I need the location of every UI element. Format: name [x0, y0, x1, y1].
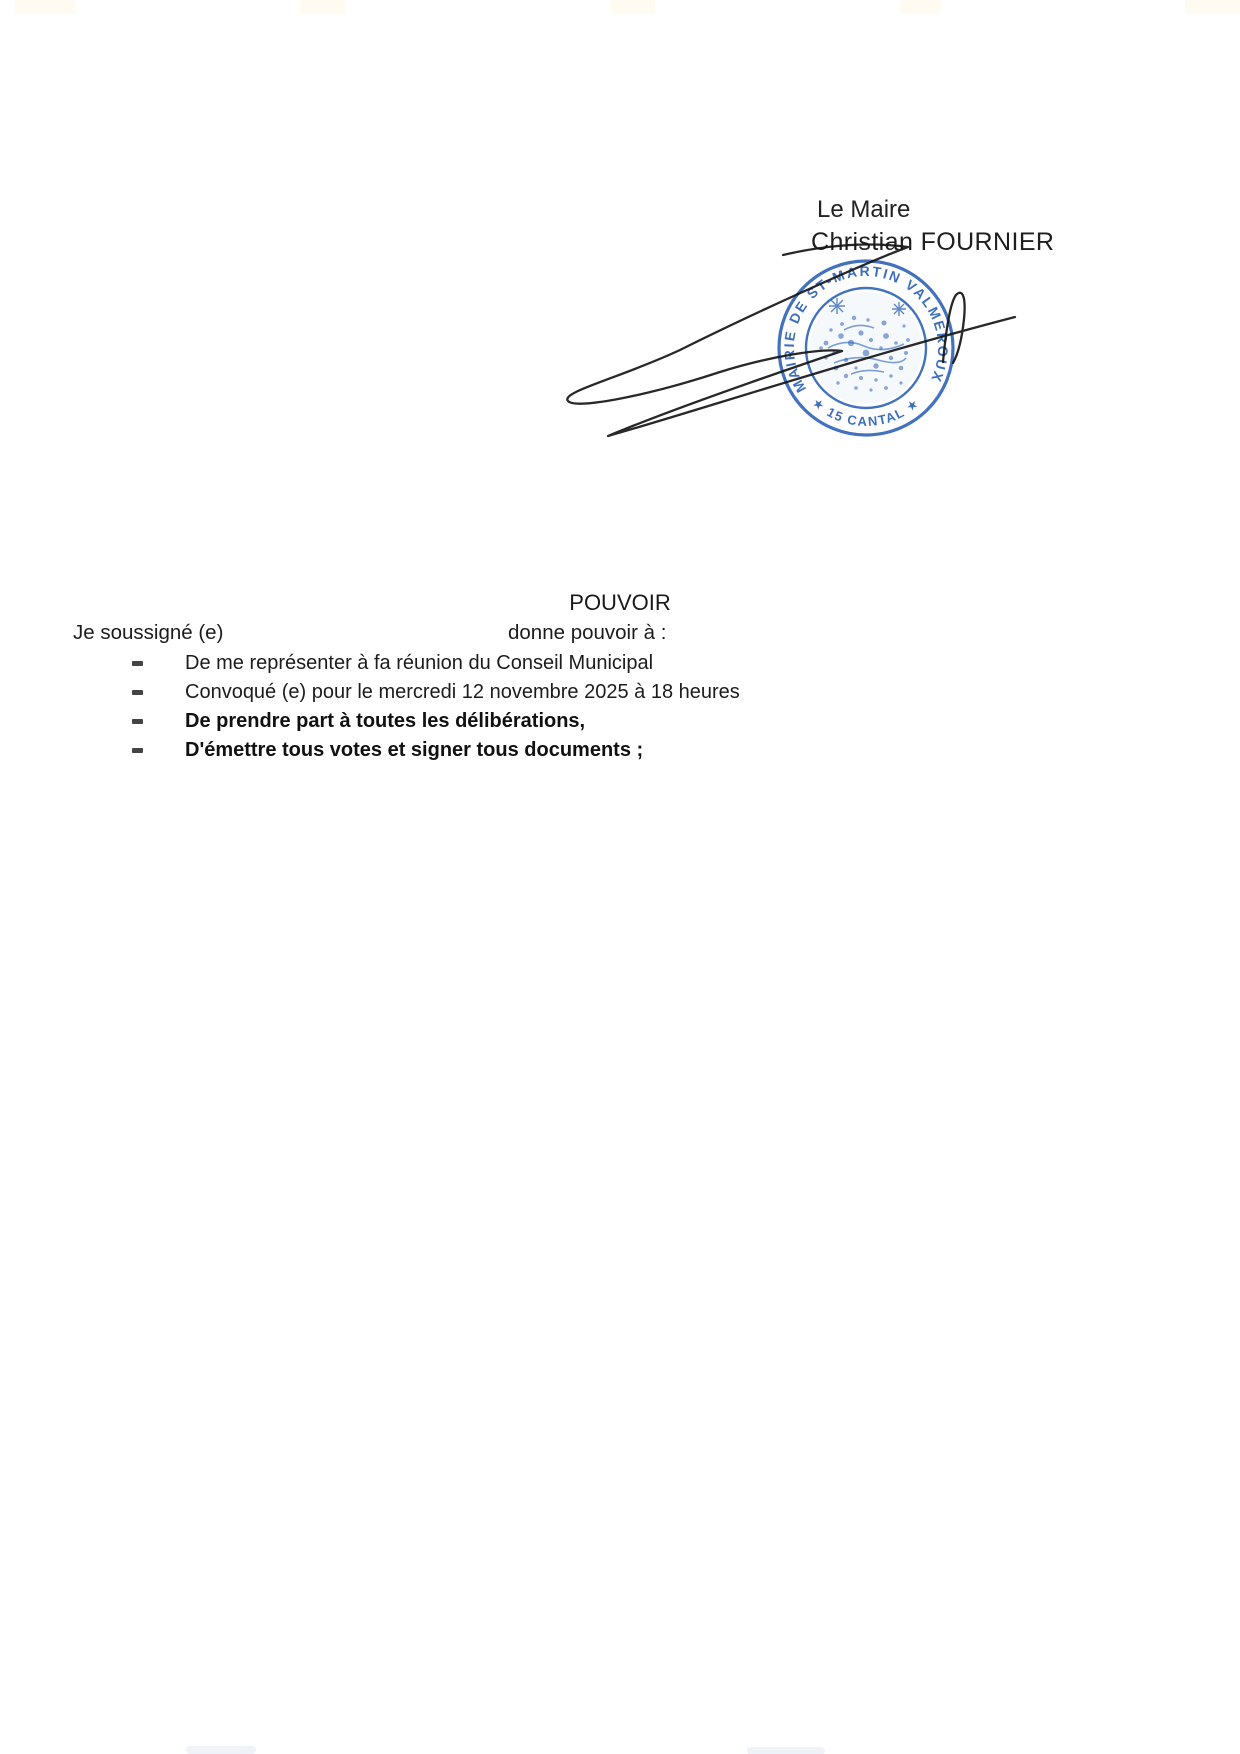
- scan-artifact: [610, 0, 655, 14]
- list-item-text: De prendre part à toutes les délibérations,: [185, 710, 586, 732]
- bullet-dash-icon: [132, 719, 143, 724]
- stamp-arc-bottom-text: ★ 15 CANTAL ★: [809, 394, 923, 430]
- list-item-text: Convoqué (e) pour le mercredi 12 novembre 2025 à 18 heures: [185, 681, 740, 703]
- bullet-dash-icon: [132, 661, 143, 666]
- list-item-text: D'émettre tous votes et signer tous documents ;: [185, 739, 644, 761]
- scan-artifact: [15, 0, 75, 14]
- signer-role-label: Le Maire: [817, 196, 911, 223]
- scan-artifact: [1185, 0, 1240, 14]
- list-item-text: De me représenter à fa réunion du Conseil Municipal: [185, 652, 654, 674]
- stamp-arc-top-text: MAIRIE DE ST-MARTIN VALMEROUX: [780, 262, 952, 396]
- grant-line: donne pouvoir à :: [508, 621, 667, 644]
- signature-strokes-icon: [500, 220, 1040, 460]
- subject-line: Je soussigné (e): [73, 621, 224, 644]
- scan-artifact: [300, 0, 345, 14]
- scan-artifact: [747, 1747, 825, 1754]
- scan-artifact: [900, 0, 942, 14]
- signer-name: Christian FOURNIER: [811, 228, 1055, 256]
- bullet-dash-icon: [132, 690, 143, 695]
- bullet-dash-icon: [132, 748, 143, 753]
- document-title: POUVOIR: [569, 590, 671, 615]
- scan-artifact: [186, 1746, 256, 1754]
